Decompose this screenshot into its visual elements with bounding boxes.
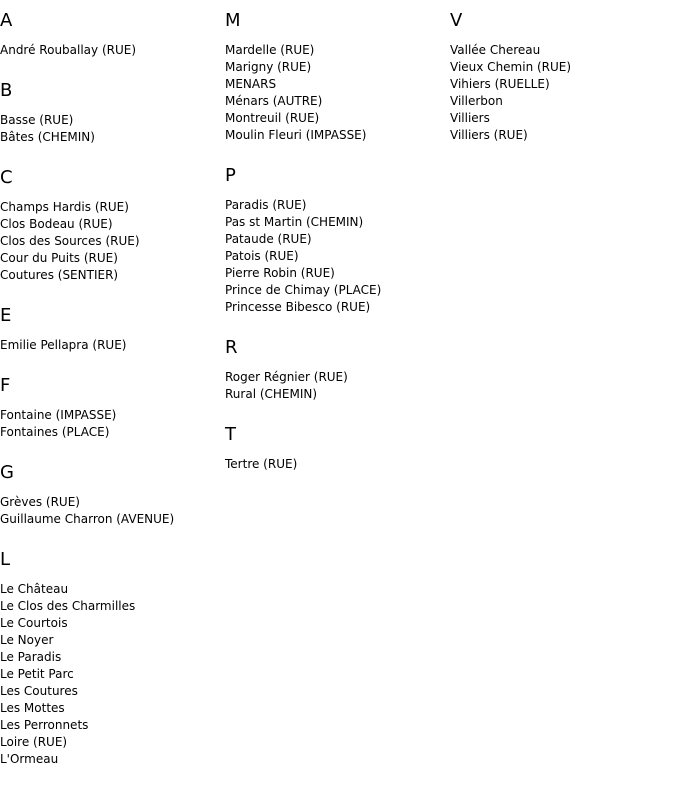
letter-section: [0, 305, 222, 354]
street-list: [225, 456, 447, 473]
street-list-item[interactable]: Les Perronnets: [0, 718, 89, 732]
street-list-item[interactable]: Le Courtois: [0, 616, 68, 630]
street-list-item[interactable]: MENARS: [225, 77, 277, 91]
street-list: [450, 42, 672, 144]
section-letter-heading: G: [0, 462, 14, 483]
street-list-item[interactable]: Bâtes (CHEMIN): [0, 130, 95, 144]
street-list-item[interactable]: Champs Hardis (RUE): [0, 200, 129, 214]
street-list-item[interactable]: Villerbon: [450, 94, 503, 108]
street-list-item[interactable]: Prince de Chimay (PLACE): [225, 283, 382, 297]
section-letter-heading: B: [0, 80, 13, 101]
letter-section: [225, 424, 447, 473]
letter-section: [450, 10, 672, 144]
street-index-column-1: [0, 10, 222, 789]
letter-section: [0, 549, 222, 768]
street-list-item[interactable]: Le Château: [0, 582, 69, 596]
street-list-item[interactable]: Clos Bodeau (RUE): [0, 217, 113, 231]
street-list-item[interactable]: Princesse Bibesco (RUE): [225, 300, 371, 314]
section-letter-heading: P: [225, 165, 236, 186]
street-list: [0, 42, 222, 59]
street-list-item[interactable]: Le Clos des Charmilles: [0, 599, 136, 613]
street-list-item[interactable]: Vihiers (RUELLE): [450, 77, 550, 91]
letter-section: [225, 10, 447, 144]
street-list: [225, 42, 447, 144]
street-list: [225, 369, 447, 403]
section-letter-heading: F: [0, 375, 11, 396]
street-list-item[interactable]: Ménars (AUTRE): [225, 94, 323, 108]
section-letter-heading: M: [225, 10, 241, 31]
letter-section: [225, 337, 447, 403]
street-list-item[interactable]: Montreuil (RUE): [225, 111, 320, 125]
street-list: [0, 199, 222, 284]
section-letter-heading: R: [225, 337, 238, 358]
street-list-item[interactable]: Les Coutures: [0, 684, 78, 698]
street-list-item[interactable]: Villiers: [450, 111, 490, 125]
street-list-item[interactable]: Tertre (RUE): [225, 457, 298, 471]
street-index-column-2: [225, 10, 447, 494]
street-list-item[interactable]: L'Ormeau: [0, 752, 59, 766]
section-letter-heading: A: [0, 10, 13, 31]
street-list-item[interactable]: Grèves (RUE): [0, 495, 80, 509]
street-list-item[interactable]: Le Noyer: [0, 633, 54, 647]
section-letter-heading: T: [225, 424, 236, 445]
street-list-item[interactable]: Loire (RUE): [0, 735, 68, 749]
street-list-item[interactable]: Emilie Pellapra (RUE): [0, 338, 127, 352]
street-list-item[interactable]: Moulin Fleuri (IMPASSE): [225, 128, 367, 142]
street-list-item[interactable]: Pataude (RUE): [225, 232, 312, 246]
street-list-item[interactable]: Fontaine (IMPASSE): [0, 408, 117, 422]
street-list: [0, 581, 222, 768]
section-letter-heading: E: [0, 305, 12, 326]
street-list-item[interactable]: Guillaume Charron (AVENUE): [0, 512, 175, 526]
street-list-item[interactable]: Fontaines (PLACE): [0, 425, 110, 439]
street-list-item[interactable]: Clos des Sources (RUE): [0, 234, 140, 248]
letter-section: [0, 462, 222, 528]
letter-section: [0, 80, 222, 146]
street-index-column-3: [450, 10, 672, 165]
street-list-item[interactable]: Villiers (RUE): [450, 128, 528, 142]
street-list-item[interactable]: Paradis (RUE): [225, 198, 307, 212]
street-list-item[interactable]: André Rouballay (RUE): [0, 43, 137, 57]
street-list: [0, 407, 222, 441]
street-list-item[interactable]: Marigny (RUE): [225, 60, 312, 74]
street-list-item[interactable]: Le Paradis: [0, 650, 62, 664]
street-list-item[interactable]: Vieux Chemin (RUE): [450, 60, 572, 74]
street-list: [0, 112, 222, 146]
street-list-item[interactable]: Pas st Martin (CHEMIN): [225, 215, 364, 229]
letter-section: [0, 375, 222, 441]
street-list-item[interactable]: Rural (CHEMIN): [225, 387, 318, 401]
street-list: [225, 197, 447, 316]
street-list-item[interactable]: Pierre Robin (RUE): [225, 266, 335, 280]
street-list-item[interactable]: Mardelle (RUE): [225, 43, 315, 57]
street-list-item[interactable]: Cour du Puits (RUE): [0, 251, 118, 265]
street-list-item[interactable]: Vallée Chereau: [450, 43, 541, 57]
street-list-item[interactable]: Roger Régnier (RUE): [225, 370, 348, 384]
street-list-item[interactable]: Patois (RUE): [225, 249, 299, 263]
street-list-item[interactable]: Basse (RUE): [0, 113, 74, 127]
street-list: [0, 337, 222, 354]
street-list-item[interactable]: Le Petit Parc: [0, 667, 74, 681]
letter-section: [225, 165, 447, 316]
letter-section: [0, 10, 222, 59]
section-letter-heading: L: [0, 549, 11, 570]
street-list-item[interactable]: Coutures (SENTIER): [0, 268, 119, 282]
street-list-item[interactable]: Les Mottes: [0, 701, 65, 715]
letter-section: [0, 167, 222, 284]
section-letter-heading: C: [0, 167, 13, 188]
section-letter-heading: V: [450, 10, 463, 31]
street-list: [0, 494, 222, 528]
